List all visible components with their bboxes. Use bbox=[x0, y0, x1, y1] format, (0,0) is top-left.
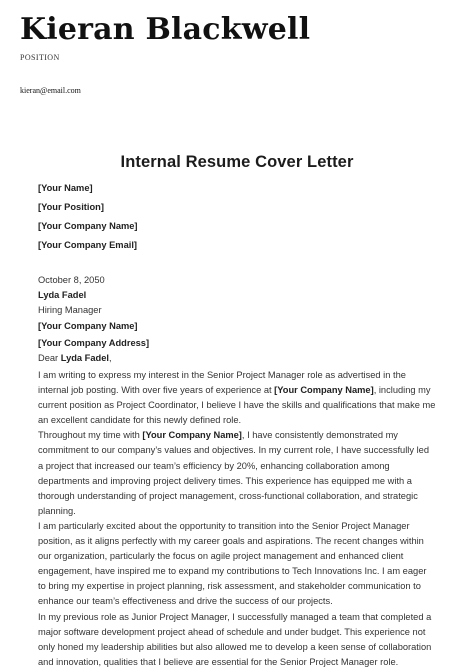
body-line: commitment to our company’s values and objectives. In my current role, I have successfully led bbox=[38, 445, 429, 456]
salutation-name: Lyda Fadel bbox=[60, 353, 109, 363]
recipient-name: Lyda Fadel bbox=[38, 290, 87, 300]
sender-company: [Your Company Name] bbox=[38, 221, 138, 231]
body-line: departments and improving project delivery times. This experience has equipped me with a bbox=[38, 475, 412, 486]
body-line: position, as it aligns perfectly with my career goals and aspirations. The recent changes within bbox=[38, 536, 424, 547]
body-line: major software development project ahead of schedule and under budget. This experience not bbox=[38, 626, 426, 637]
salutation-suffix: , bbox=[108, 353, 112, 363]
body-text-segment: , I have consistently demonstrated my bbox=[241, 430, 398, 441]
body-line: an excellent candidate for this newly defined role. bbox=[38, 415, 242, 426]
letter-date: October 8, 2050 bbox=[38, 275, 105, 285]
body-line: planning. bbox=[38, 505, 76, 516]
recipient-title: Hiring Manager bbox=[38, 305, 102, 315]
body-line: current position as Project Coordinator, I believe I have the skills and qualifications that make me bbox=[38, 400, 436, 411]
body-line bbox=[38, 383, 438, 398]
body-line: our organization, particularly the focus on agile project management and enhanced client bbox=[38, 551, 404, 562]
salutation-prefix: Dear bbox=[38, 353, 61, 363]
applicant-position: POSITION bbox=[20, 53, 60, 62]
body-text-segment: Throughout my time with bbox=[38, 430, 143, 441]
body-line: I am writing to express my interest in the Senior Project Manager role as advertised in the bbox=[38, 370, 406, 380]
recipient-address: [Your Company Address] bbox=[38, 338, 150, 348]
body-text-segment: internal job posting. With over five years of experience at bbox=[38, 385, 275, 396]
sender-name: [Your Name] bbox=[38, 183, 93, 193]
body-line: In my previous role as Junior Project Manager, I successfully managed a team that completed a bbox=[38, 611, 432, 622]
body-line: enhance our team’s effectiveness and drive the success of our projects. bbox=[38, 596, 333, 607]
body-line: I am particularly excited about the opportunity to transition into the Senior Project Manager bbox=[38, 520, 410, 531]
sender-email: [Your Company Email] bbox=[38, 240, 138, 250]
salutation bbox=[38, 351, 149, 366]
recipient-block bbox=[38, 273, 149, 366]
applicant-name: Kieran Blackwell bbox=[20, 12, 311, 47]
company-placeholder: [Your Company Name] bbox=[274, 385, 374, 396]
body-text-segment: , including my bbox=[373, 385, 431, 396]
letterhead bbox=[20, 12, 310, 62]
body-line: engagement, have inspired me to expand my contributions to Tech Innovations Inc. I am eager bbox=[38, 566, 427, 577]
body-line: and innovation, qualities that I believe are essential for the Senior Project Manager role. bbox=[38, 656, 399, 667]
document-title: Internal Resume Cover Letter bbox=[120, 153, 354, 171]
company-placeholder: [Your Company Name] bbox=[142, 430, 242, 441]
applicant-email: kieran@email.com bbox=[20, 86, 81, 95]
recipient-company: [Your Company Name] bbox=[38, 321, 138, 331]
body-line: thorough understanding of project management, cross-functional collaboration, and strategic bbox=[38, 490, 418, 501]
body-line: a project that increased our team’s efficiency by 20%, enhancing collaboration among bbox=[38, 460, 390, 471]
sender-position: [Your Position] bbox=[38, 202, 104, 212]
body-line: to bring my expertise in project planning, risk assessment, and stakeholder communication to bbox=[38, 581, 421, 592]
body-line bbox=[38, 428, 438, 443]
body-line: only honed my leadership abilities but also allowed me to develop a keen sense of collaboration bbox=[38, 641, 432, 652]
letter-body bbox=[38, 368, 438, 670]
